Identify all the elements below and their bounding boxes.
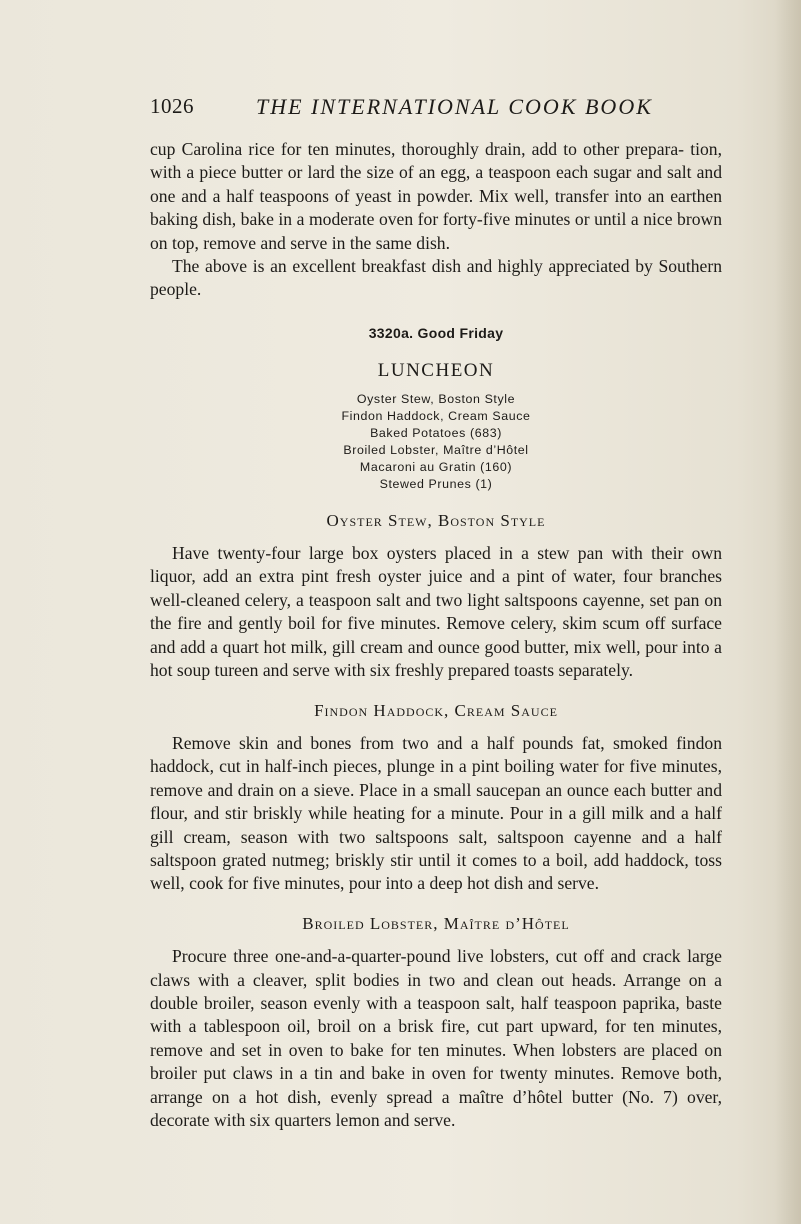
menu-item: Broiled Lobster, Maître d’Hôtel (343, 442, 529, 457)
recipe-title-oyster-stew: Oyster Stew, Boston Style (326, 510, 546, 530)
recipe-text-oyster-stew: Have twenty-four large box oysters placed in a stew pan with their own liquor, add an extra pint fresh oyster juice and a pint of water, four branches well-cleaned celery, a teaspoon salt and two light saltspoons cayenne, set pan on the fire and gently boil for five minutes. Remove celery, skim scum off surface and add a quart hot milk, gill cream and ounce good butter, mix well, pour into a hot soup tureen and serve with six freshly prepared toasts separately. (150, 543, 722, 681)
page-header (150, 94, 710, 124)
page-edge-shadow (775, 0, 801, 1224)
recipe-title-broiled-lobster: Broiled Lobster, Maître d’Hôtel (302, 913, 570, 933)
recipe-text-findon-haddock: Remove skin and bones from two and a half pounds fat, smoked findon haddock, cut in half-inch pieces, plunge in a pint boiling water for five minutes, remove and drain on a sieve. Place in a small saucepan an ounce each butter and flour, and stir briskly while heating for a minute. Pour in a gill milk and a half gill cream, season with two saltspoons salt, saltspoon cayenne and a half saltspoon grated nutmeg; briskly stir until it comes to a boil, add haddock, toss well, cook for five minutes, pour into a deep hot dish and serve. (150, 732, 722, 894)
menu-item: Oyster Stew, Boston Style (356, 391, 516, 406)
intro-paragraph: cup Carolina rice for ten minutes, thoroughly drain, add to other prepara- tion, with a piece butter or lard the size of an egg, a teaspoon each sugar and salt and one and a half teaspoons of yeast in powder. Mix well, transfer into an earthen baking dish, bake in a moderate oven for forty-five minutes or until a nice brown on top, remove and serve in the same dish. (150, 139, 722, 253)
menu-item: Findon Haddock, Cream Sauce (341, 408, 531, 423)
running-head: THE INTERNATIONAL COOK BOOK (256, 94, 653, 119)
menu-title: LUNCHEON (377, 360, 495, 382)
recipe-title-findon-haddock: Findon Haddock, Cream Sauce (314, 700, 558, 720)
menu-heading: 3320a. Good Friday (368, 324, 504, 341)
text-column (150, 138, 722, 1132)
recipe-text-broiled-lobster: Procure three one-and-a-quarter-pound live lobsters, cut off and crack large claws with a cleaver, split bodies in two and clean out heads. Arrange on a double broiler, season evenly with a teaspoon salt, half teaspoon paprika, baste with a tablespoon oil, broil on a brisk fire, cut part upward, for ten minutes, remove and set in oven to bake for ten minutes. When lobsters are placed on broiler put claws in a tin and bake in oven for twenty minutes. Remove both, arrange on a hot dish, evenly spread a maître d’hôtel butter (No. 7) over, decorate with six quarters lemon and serve. (150, 946, 722, 1130)
intro-note: The above is an excellent breakfast dish and highly appreciated by Southern people. (150, 256, 722, 300)
menu-item: Baked Potatoes (683) (370, 425, 502, 440)
page-number: 1026 (150, 94, 194, 118)
menu-list (150, 391, 722, 493)
menu-item: Macaroni au Gratin (160) (359, 459, 513, 474)
menu-item: Stewed Prunes (1) (379, 476, 493, 491)
